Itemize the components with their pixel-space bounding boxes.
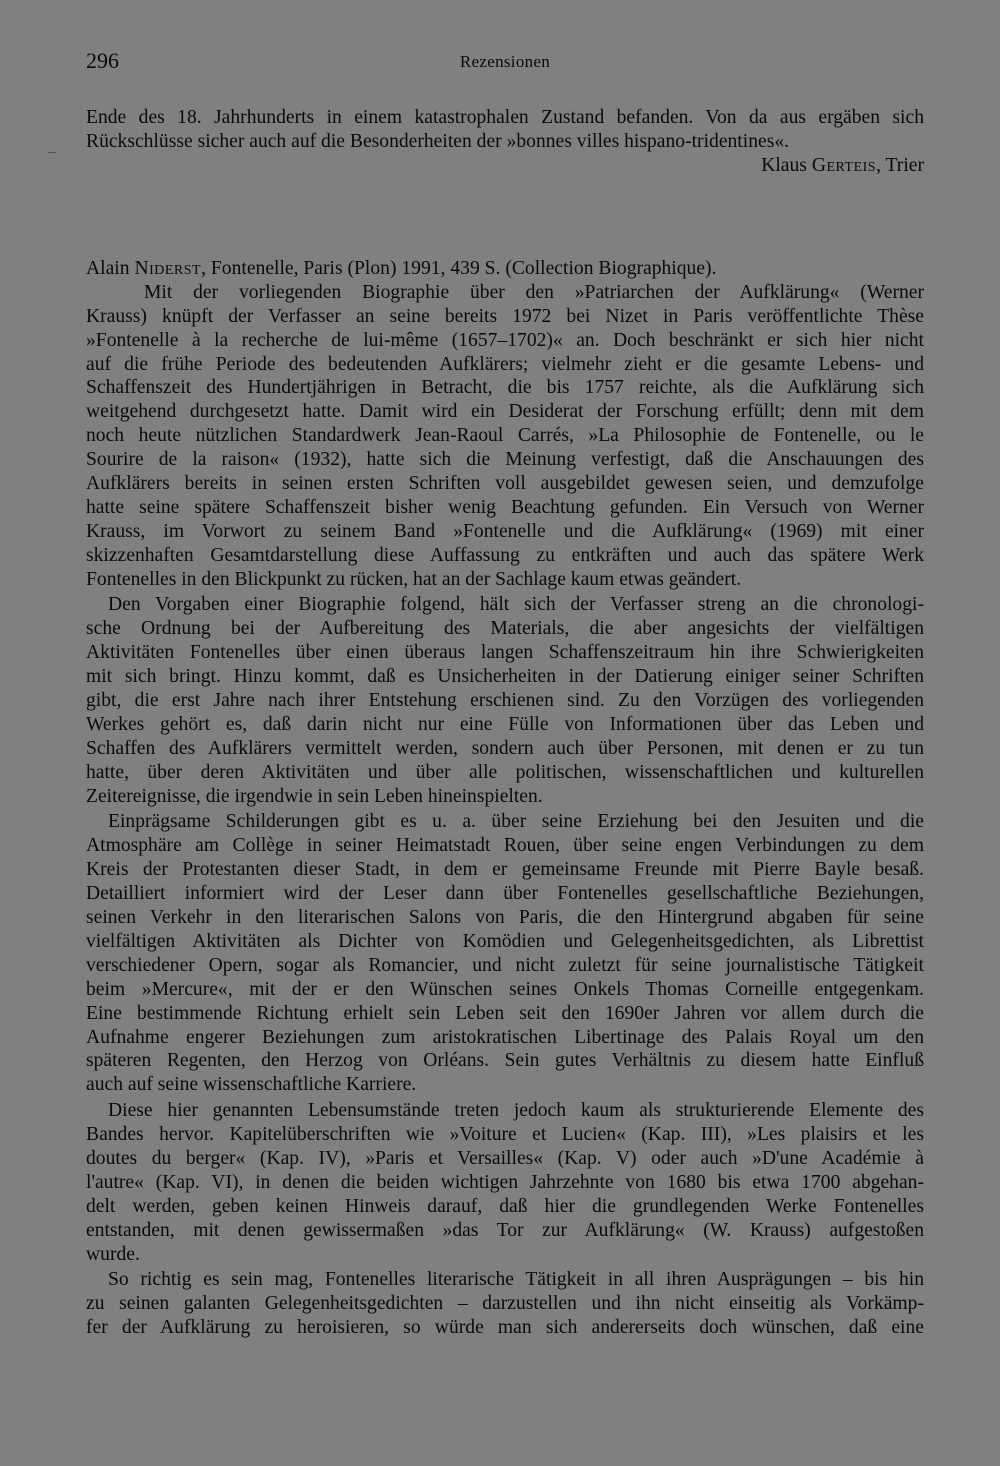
text-line: Werkes gehört es, daß darin nicht nur eine Fülle von Informationen über das Leben und (86, 713, 924, 735)
text-line: »Fontenelle à la recherche de lui-même (1657–1702)« an. Doch beschränkt er sich hier nicht (86, 329, 924, 351)
text-line: verschiedener Opern, sogar als Romancier, und nicht zuletzt für seine journalistische Tätigkeit (86, 954, 924, 976)
text-line: Eine bestimmende Richtung erhielt sein Leben seit den 1690er Jahren vor allem durch die (86, 1002, 924, 1024)
reviewer-last-name: Gerteis (811, 154, 877, 176)
text-line: Einprägsame Schilderungen gibt es u. a. über seine Erziehung bei den Jesuiten und die (108, 811, 924, 833)
text-line: weitgehend durchgesetzt hatte. Damit wird ein Desiderat der Forschung erfüllt; denn mit dem (86, 401, 924, 423)
text-line: delt werden, geben keinen Hinweis darauf, daß hier die grundlegenden Werke Fontenelles (86, 1195, 924, 1217)
review-paragraph (86, 810, 924, 1097)
review-paragraph (86, 593, 924, 808)
margin-mark (48, 152, 56, 153)
text-line: Krauss, im Vorwort zu seinem Band »Fontenelle und die Aufklärung« (1969) mit einer (86, 520, 924, 542)
review-paragraph (86, 281, 924, 592)
reviewer-signature (86, 154, 924, 178)
text-line: Schaffen des Aufklärers vermittelt werden, sondern auch über Personen, mit denen er zu tun (86, 737, 924, 759)
text-line: Schaffenszeit des Hundertjährigen in Betracht, die bis 1757 reichte, als die Aufklärung sich (86, 377, 924, 399)
text-line: Fontenelles in den Blickpunkt zu rücken, hat an der Sachlage kaum etwas geändert. (86, 568, 742, 590)
text-line: Aufklärers bereits in seinen ersten Schriften voll ausgebildet gewesen seien, und demzufolge (86, 473, 924, 495)
review-paragraph (86, 1099, 924, 1266)
text-line: Den Vorgaben einer Biographie folgend, hält sich der Verfasser streng an die chronologi- (108, 594, 924, 616)
previous-review-ending (86, 106, 924, 178)
text-line: Diese hier genannten Lebensumstände treten jedoch kaum als strukturierende Elemente des (108, 1100, 924, 1122)
text-line: mit sich bringt. Hinzu kommt, daß es Unsicherheiten in der Datierung einiger seiner Schriften (86, 666, 924, 688)
author-first-name: Alain (86, 258, 130, 279)
text-line: hatte, über deren Aktivitäten und über alle politischen, wissenschaftlichen und kulturellen (86, 761, 924, 783)
text-line: Zeitereignisse, die irgendwie in sein Leben hineinspielten. (86, 785, 543, 807)
text-line: Aufnahme engerer Beziehungen zum aristokratischen Libertinage des Palais Royal um den (86, 1026, 924, 1048)
text-line: wurde. (86, 1243, 140, 1265)
text-line: gibt, die erst Jahre nach ihrer Entstehung erschienen sind. Zu den Vorzügen des vorliegenden (86, 690, 924, 712)
reviewer-first-name: Klaus (761, 154, 807, 176)
text-line: fer der Aufklärung zu heroisieren, so würde man sich andererseits doch wünschen, daß eine (86, 1317, 924, 1339)
page-number: 296 (86, 48, 119, 73)
text-line: auch auf seine wissenschaftliche Karriere. (86, 1074, 417, 1096)
text-line: seinen Verkehr in den literarischen Salons von Paris, die den Hintergrund abgaben für seine (86, 907, 924, 929)
text-line: Rückschlüsse sicher auch auf die Besonderheiten der »bonnes villes hispano-tridentines«. (86, 130, 790, 152)
reviewer-place: , Trier (876, 154, 924, 176)
text-line: sche Ordnung bei der Aufbereitung des Materials, die aber angesichts der vielfältigen (86, 618, 924, 640)
text-line: Krauss) knüpft der Verfasser an seine bereits 1972 bei Nizet in Paris veröffentlichte Thèse (86, 305, 924, 327)
text-line: Atmosphäre am Collège in seiner Heimatstadt Rouen, über seine engen Verbindungen zu dem (86, 835, 924, 857)
text-line: beim »Mercure«, mit der er den Wünschen seines Onkels Thomas Corneille entgegenkam. (86, 978, 924, 1000)
text-line: Bandes hervor. Kapitelüberschriften wie »Voiture et Lucien« (Kap. III), »Les plaisirs et les (86, 1124, 924, 1146)
text-line: zu seinen galanten Gelegenheitsgedichten – darzustellen und ihn nicht einseitig als Vorkämp- (86, 1293, 924, 1315)
text-line: noch heute nützlichen Standardwerk Jean-Raoul Carrés, »La Philosophie de Fontenelle, ou le (86, 425, 924, 447)
text-line: l'autre« (Kap. VI), in denen die beiden wichtigen Jahrzehnte von 1680 bis etwa 1700 abgehan- (86, 1171, 924, 1193)
text-line: späteren Regenten, den Herzog von Orléans. Sein gutes Verhältnis zu diesem hatte Einfluß (86, 1050, 924, 1072)
text-line: Detailliert informiert wird der Leser dann über Fontenelles gesellschaftliche Beziehungen, (86, 883, 924, 905)
text-line: Aktivitäten Fontenelles über einen überaus langen Schaffenszeitraum hin ihre Schwierigkeiten (86, 642, 924, 664)
text-line: Kreis der Protestanten dieser Stadt, in dem er gemeinsame Freunde mit Pierre Bayle besaß. (86, 859, 924, 881)
text-line: hatte seine spätere Schaffenszeit bisher wenig Beachtung gefunden. Ein Versuch von Werner (86, 496, 924, 518)
page-header (86, 48, 924, 80)
text-line: Ende des 18. Jahrhunderts in einem katastrophalen Zustand befanden. Von da aus ergäben sich (86, 107, 924, 128)
text-line: auf die frühe Periode des bedeutenden Aufklärers; vielmehr zieht er die gesamte Lebens- und (86, 353, 924, 375)
running-head: Rezensionen (459, 52, 551, 71)
review-article (86, 257, 924, 1340)
text-line: skizzenhaften Gesamtdarstellung diese Auffassung zu entkräften und auch das spätere Werk (86, 544, 924, 566)
text-line: entstanden, mit denen gewissermaßen »das Tor zur Aufklärung« (W. Krauss) aufgestoßen (86, 1219, 924, 1241)
author-last-name: Niderst (134, 258, 202, 279)
text-line: Sourire de la raison« (1932), hatte sich die Meinung verfestigt, daß die Anschauungen des (86, 449, 924, 471)
review-paragraph (86, 1268, 924, 1340)
text-line: So richtig es sein mag, Fontenelles literarische Tätigkeit in all ihren Ausprägungen – bis hin (108, 1269, 924, 1291)
text-line: vielfältigen Aktivitäten als Dichter von Komödien und Gelegenheitsgedichten, als Librettist (86, 930, 924, 952)
text-line: Mit der vorliegenden Biographie über den »Patriarchen der Aufklärung« (Werner (144, 281, 924, 303)
text-line: doutes du berger« (Kap. IV), »Paris et Versailles« (Kap. V) oder auch »D'une Académie à (86, 1147, 924, 1169)
book-citation (86, 257, 924, 281)
citation-details: , Fontenelle, Paris (Plon) 1991, 439 S. (Collection Biographique). (201, 258, 717, 279)
